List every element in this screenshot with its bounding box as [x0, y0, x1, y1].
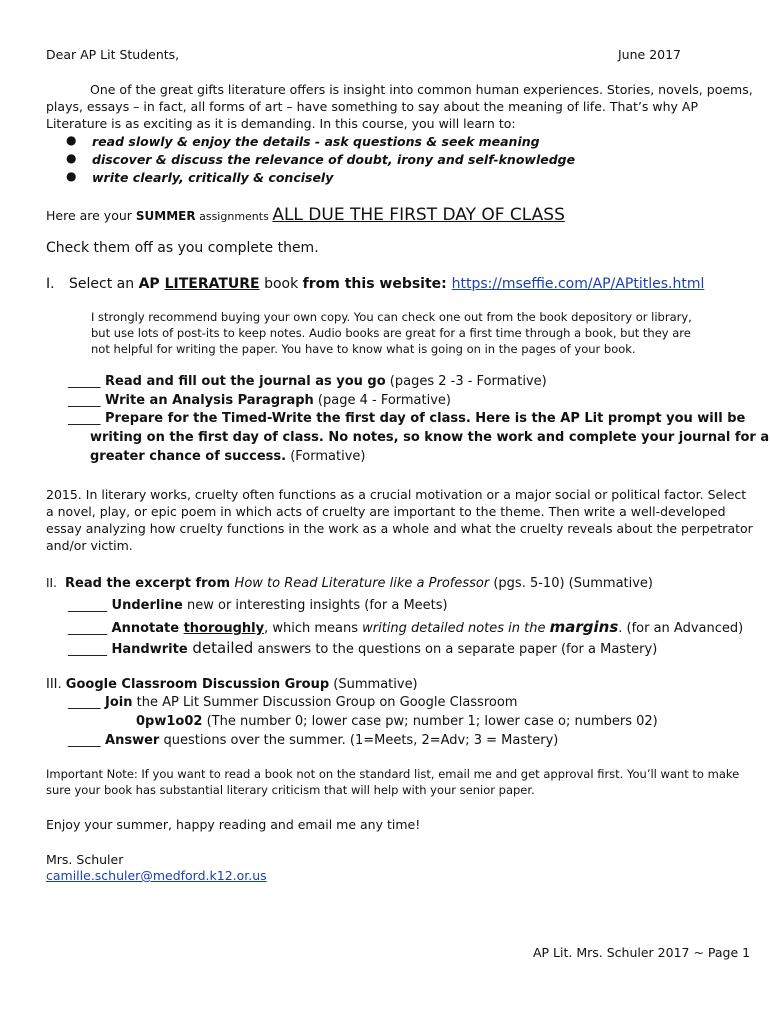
salutation: Dear AP Lit Students,: [46, 47, 180, 62]
task-join-classroom: [68, 695, 517, 710]
margins-word: margins: [549, 618, 619, 636]
checkbox-blank[interactable]: ______: [68, 642, 107, 657]
due-date-heading: ALL DUE THE FIRST DAY OF CLASS: [272, 205, 565, 225]
recommendation-line-2: but use lots of post-its to keep notes. Audio books are great for a first time through a book, but they are: [91, 326, 691, 340]
book-title: How to Read Literature like a Professor: [234, 576, 490, 591]
heading-middle: assignments: [195, 210, 273, 223]
ap-text: AP: [138, 276, 165, 292]
task-detail: (Formative): [286, 449, 366, 464]
checkbox-blank[interactable]: _____: [68, 374, 101, 389]
task-label: greater chance of success.: [90, 449, 287, 464]
prompt-line-3: essay analyzing how cruelty functions in the work as a whole and what the cruelty reveals about the perpetrator: [46, 521, 753, 536]
checkbox-blank[interactable]: ______: [68, 598, 107, 613]
task-label: Read and fill out the journal as you go: [100, 374, 386, 389]
intro-line-1: One of the great gifts literature offers is insight into common human experiences. Stories, novels, poems,: [90, 82, 753, 97]
class-code-explanation: (The number 0; lower case pw; number 1; lower case o; numbers 02): [202, 714, 658, 729]
task-label: Join: [100, 695, 133, 710]
task-handwrite: [68, 639, 657, 657]
bullet-icon: ●: [66, 133, 77, 147]
section-number: III.: [46, 677, 62, 692]
detailed-word: detailed: [187, 639, 254, 657]
task-detail: answers to the questions on a separate paper (for a Mastery): [253, 642, 658, 657]
section-1-heading: [46, 276, 704, 292]
intro-line-3: Literature is as exciting as it is demanding. In this course, you will learn to:: [46, 116, 516, 131]
book-list-link[interactable]: https://mseffie.com/AP/APtitles.html: [451, 276, 705, 292]
task-italic: writing detailed notes in the: [362, 621, 550, 636]
prompt-line-4: and/or victim.: [46, 538, 133, 553]
important-note-line-1: Important Note: If you want to read a book not on the standard list, email me and get approval first. You’ll want to make: [46, 767, 740, 781]
task-journal: [68, 374, 547, 389]
book-text: book: [259, 276, 303, 292]
task-label: Handwrite: [107, 642, 188, 657]
intro-line-2: plays, essays – in fact, all forms of art – have something to say about the meaning of life. That’s why AP: [46, 99, 699, 114]
recommendation-line-3: not helpful for writing the paper. You have to know what is going on in the pages of your book.: [91, 342, 636, 356]
signature-name: Mrs. Schuler: [46, 852, 124, 867]
task-detail: new or interesting insights (for a Meets): [182, 598, 448, 613]
class-code: 0pw1o02: [136, 714, 203, 729]
task-detail: (page 4 - Formative): [313, 393, 451, 408]
goal-item: read slowly & enjoy the details - ask questions & seek meaning: [92, 134, 540, 149]
check-off-instruction: Check them off as you complete them.: [46, 240, 319, 256]
task-label: Annotate: [107, 621, 184, 636]
task-detail: the AP Lit Summer Discussion Group on Google Classroom: [132, 695, 518, 710]
section-2-heading: [46, 576, 653, 591]
heading-prefix: Here are your: [46, 208, 136, 223]
task-analysis-paragraph: [68, 393, 451, 408]
letter-date: June 2017: [618, 47, 682, 62]
bullet-icon: ●: [66, 169, 77, 183]
closing-line: Enjoy your summer, happy reading and email me any time!: [46, 817, 421, 832]
task-detail: . (for an Advanced): [618, 621, 744, 636]
task-answer-questions: [68, 733, 558, 748]
checkbox-blank[interactable]: _____: [68, 733, 101, 748]
task-label: Answer: [100, 733, 160, 748]
assignments-heading: [46, 203, 565, 229]
task-label: Write an Analysis Paragraph: [100, 393, 314, 408]
task-mid: , which means: [264, 621, 363, 636]
checkbox-blank[interactable]: ______: [68, 621, 107, 636]
checkbox-blank[interactable]: _____: [68, 695, 101, 710]
section-number: I.: [46, 276, 55, 292]
literature-text: LITERATURE: [164, 276, 260, 292]
task-timed-write-line-2: writing on the first day of class. No notes, so know the work and complete your journal for a: [90, 430, 770, 445]
checkbox-blank[interactable]: _____: [68, 411, 101, 426]
task-detail: (pages 2 -3 - Formative): [385, 374, 547, 389]
recommendation-line-1: I strongly recommend buying your own copy. You can check one out from the book depository or library,: [91, 310, 692, 324]
prompt-line-2: a novel, play, or epic poem in which acts of cruelty are important to the theme. Then write a well-developed: [46, 504, 726, 519]
read-excerpt-text: Read the excerpt from: [65, 576, 235, 591]
section-detail: (Summative): [329, 677, 418, 692]
select-text: Select an: [69, 276, 139, 292]
section-detail: (pgs. 5-10) (Summative): [489, 576, 654, 591]
page-footer: AP Lit. Mrs. Schuler 2017 ~ Page 1: [533, 945, 751, 960]
class-code-line: [136, 714, 658, 729]
task-detail: questions over the summer. (1=Meets, 2=Adv; 3 = Mastery): [159, 733, 559, 748]
thoroughly-word: thoroughly: [183, 621, 265, 636]
task-annotate: [68, 618, 743, 636]
task-label: Prepare for the Timed-Write the first day of class. Here is the AP Lit prompt you will be: [100, 411, 746, 426]
task-timed-write-line-3: [90, 449, 365, 464]
prompt-line-1: 2015. In literary works, cruelty often functions as a crucial motivation or a major social or political factor. Select: [46, 487, 747, 502]
section-title: Google Classroom Discussion Group: [65, 677, 330, 692]
checkbox-blank[interactable]: _____: [68, 393, 101, 408]
email-link[interactable]: camille.schuler@medford.k12.or.us: [46, 868, 267, 883]
from-text: from this website:: [302, 276, 452, 292]
bullet-icon: ●: [66, 151, 77, 165]
goal-item: write clearly, critically & concisely: [92, 170, 334, 185]
section-number: II.: [46, 576, 57, 590]
task-underline: [68, 598, 448, 613]
section-3-heading: [46, 677, 418, 692]
important-note-line-2: sure your book has substantial literary criticism that will help with your senior paper.: [46, 783, 535, 797]
summer-word: SUMMER: [135, 209, 196, 223]
goal-item: discover & discuss the relevance of doubt, irony and self-knowledge: [92, 152, 576, 167]
task-timed-write-line-1: [68, 411, 745, 426]
task-label: Underline: [107, 598, 183, 613]
